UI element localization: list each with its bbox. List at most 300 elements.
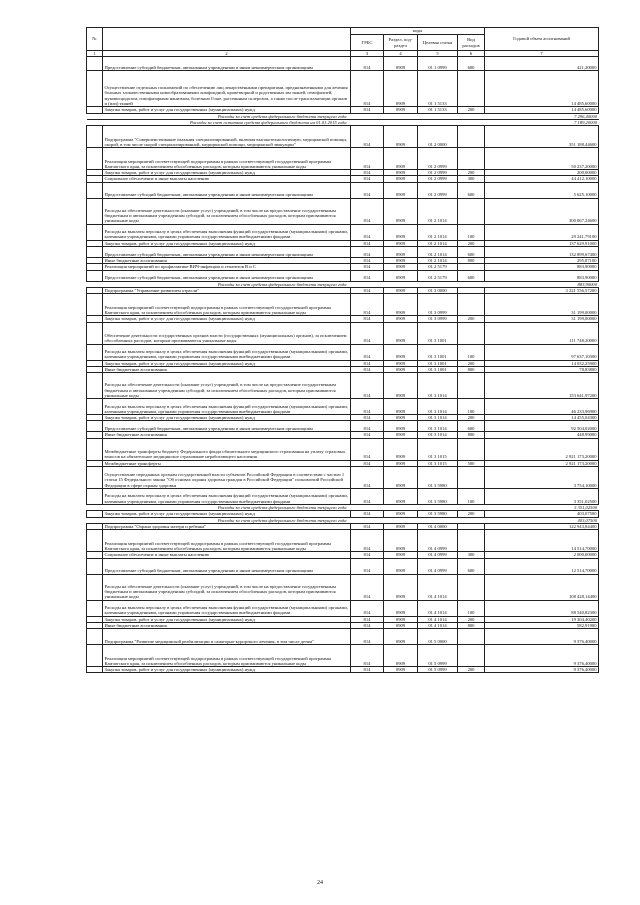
- cell-grbs: 814: [351, 399, 384, 415]
- cell-amount: 421,20000: [485, 57, 599, 71]
- cell-grbs: 814: [351, 170, 384, 176]
- cell-razdel: 0909: [384, 373, 418, 399]
- header-col-number: 3: [351, 51, 384, 57]
- cell-amount: 44 412,10000: [485, 176, 599, 182]
- cell-vr: 200: [458, 170, 485, 176]
- cell-name: Предоставление субсидий бюджетным, автономным учреждениям и иным некоммерческим организациям: [103, 421, 351, 432]
- cell-razdel: 0909: [384, 523, 418, 529]
- cell-csr: 01 2 5179: [418, 270, 458, 281]
- cell-csr: 01 4 1014: [418, 616, 458, 622]
- cell-grbs: 814: [351, 71, 384, 107]
- cell-razdel: 0909: [384, 107, 418, 113]
- table-row: [87, 530, 599, 552]
- cell-grbs: 814: [351, 467, 384, 489]
- cell-amount: 3 351,02500: [485, 505, 599, 511]
- header-col-number: 2: [103, 51, 351, 57]
- cell-grbs: 814: [351, 57, 384, 71]
- cell-amount: 14 514,70000: [485, 530, 599, 552]
- cell-csr: 01 5 0999: [418, 645, 458, 667]
- cell-razdel: 0909: [384, 438, 418, 460]
- table-row: [87, 574, 599, 600]
- cell-vr: 200: [458, 511, 485, 517]
- cell-name: Расходы на обеспечение деятельности (оказание услуг) учреждений, в том числе на предоставление государственным бюджетным и автономным учреждениям субсидий, за исключением обособленных расходов, которым присваиваются уникальные коды: [103, 373, 351, 399]
- cell-vr: 200: [458, 240, 485, 246]
- cell-amount: 883,90000: [485, 264, 599, 270]
- table-row: [87, 438, 599, 460]
- cell-csr: 01 4 1014: [418, 600, 458, 616]
- cell-razdel: 0909: [384, 622, 418, 628]
- header-grbs: ГРБС: [351, 35, 384, 51]
- cell-razdel: 0909: [384, 294, 418, 316]
- cell-name: Реализация мероприятий соответствующей подпрограммы в рамках соответствующей государственной программы Камчатского края, за исключением обособленных расходов, которым присваиваются уникальные коды: [103, 294, 351, 316]
- cell-razdel: 0909: [384, 176, 418, 182]
- cell-grbs: 814: [351, 258, 384, 264]
- table-row: [87, 344, 599, 360]
- table-row: [87, 373, 599, 399]
- cell-razdel: 0909: [384, 552, 418, 558]
- cell-vr: 100: [458, 399, 485, 415]
- cell-csr: 01 2 0999: [418, 182, 458, 198]
- cell-number: [87, 399, 103, 415]
- page-number: 24: [317, 880, 323, 886]
- header-razdel: Раздел, под-раздел: [384, 35, 418, 51]
- cell-razdel: 0909: [384, 645, 418, 667]
- cell-amount: 122 943,84400: [485, 523, 599, 529]
- cell-vr: [458, 373, 485, 399]
- cell-name: Межбюджетные трансферты: [103, 460, 351, 466]
- cell-name: Иные бюджетные ассигнования: [103, 432, 351, 438]
- cell-amount: 2 921 173,20000: [485, 438, 599, 460]
- header-col-number: 4: [384, 51, 418, 57]
- header-amount: Годовой объем ассигнований: [485, 28, 599, 51]
- cell-name: Предоставление субсидий бюджетным, автономным учреждениям и иным некоммерческим организациям: [103, 182, 351, 198]
- cell-amount: 883,90000: [485, 270, 599, 281]
- cell-razdel: 0909: [384, 360, 418, 366]
- cell-razdel: 0909: [384, 574, 418, 600]
- cell-grbs: 814: [351, 415, 384, 421]
- table-row: [87, 247, 599, 258]
- cell-csr: 01 2 0000: [418, 126, 458, 148]
- cell-number: [87, 182, 103, 198]
- cell-razdel: 0909: [384, 224, 418, 240]
- header-col-number: 6: [458, 51, 485, 57]
- cell-amount: 31 199,00000: [485, 294, 599, 316]
- table-row: [87, 198, 599, 224]
- cell-name: Расходы за счет средств федерального бюджета текущего года: [103, 505, 351, 511]
- cell-vr: 300: [458, 552, 485, 558]
- cell-razdel: 0909: [384, 264, 418, 270]
- header-number: №: [87, 28, 103, 51]
- cell-name: Расходы за счет средств федерального бюджета текущего года: [103, 281, 351, 287]
- cell-vr: 800: [458, 432, 485, 438]
- cell-vr: 200: [458, 316, 485, 322]
- cell-csr: 01 3 1015: [418, 460, 458, 466]
- table-row: [87, 558, 599, 574]
- header-codes-group: коды: [351, 28, 485, 35]
- cell-vr: 200: [458, 667, 485, 673]
- cell-razdel: 0909: [384, 344, 418, 360]
- cell-name: Расходы на выплаты персоналу в целях обеспечения выполнения функций государственными (муниципальными) органами, казенными учреждениями, органами управления государственными внебюджетными фондами: [103, 344, 351, 360]
- cell-vr: 100: [458, 600, 485, 616]
- cell-amount: 78,83800: [485, 366, 599, 372]
- cell-number: [87, 57, 103, 71]
- cell-amount: 3 351,02500: [485, 489, 599, 505]
- cell-grbs: 814: [351, 432, 384, 438]
- cell-razdel: 0909: [384, 629, 418, 645]
- cell-razdel: 0909: [384, 511, 418, 517]
- cell-amount: 132 899,67400: [485, 247, 599, 258]
- cell-vr: [458, 294, 485, 316]
- cell-razdel: 0909: [384, 460, 418, 466]
- cell-grbs: 814: [351, 489, 384, 505]
- cell-name: Закупка товаров, работ и услуг для государственных (муниципальных) нужд: [103, 240, 351, 246]
- table-row: [87, 294, 599, 316]
- cell-razdel: 0909: [384, 415, 418, 421]
- cell-razdel: 0909: [384, 530, 418, 552]
- cell-csr: 01 3 1014: [418, 421, 458, 432]
- cell-grbs: 814: [351, 530, 384, 552]
- cell-razdel: 0909: [384, 198, 418, 224]
- cell-name: Расходы на выплаты персоналу в целях обеспечения выполнения функций государственными (муниципальными) органами, казенными учреждениями, органами управления государственными внебюджетными фондами: [103, 399, 351, 415]
- cell-csr: 01 3 1014: [418, 373, 458, 399]
- cell-grbs: 814: [351, 645, 384, 667]
- cell-name: Социальное обеспечение и иные выплаты населению: [103, 176, 351, 182]
- cell-number: [87, 270, 103, 281]
- cell-amount: 200,00000: [485, 170, 599, 176]
- cell-grbs: 814: [351, 148, 384, 170]
- cell-number: [87, 558, 103, 574]
- cell-number: [87, 344, 103, 360]
- cell-vr: [458, 467, 485, 489]
- cell-razdel: 0909: [384, 71, 418, 107]
- cell-grbs: 814: [351, 198, 384, 224]
- cell-csr: 01 3 1001: [418, 360, 458, 366]
- cell-razdel: 0909: [384, 558, 418, 574]
- cell-number: [87, 247, 103, 258]
- cell-name: Закупка товаров, работ и услуг для государственных (муниципальных) нужд: [103, 616, 351, 622]
- cell-grbs: 814: [351, 558, 384, 574]
- cell-number: [87, 148, 103, 170]
- cell-csr: 01 4 0999: [418, 552, 458, 558]
- cell-amount: 50 237,20000: [485, 148, 599, 170]
- cell-grbs: 814: [351, 421, 384, 432]
- table-row: [87, 489, 599, 505]
- cell-razdel: 0909: [384, 258, 418, 264]
- header-name: [103, 28, 351, 51]
- header-csr: Целевая статья: [418, 35, 458, 51]
- cell-name: Расходы за счет средств федерального бюджета текущего года: [103, 517, 351, 523]
- cell-vr: 600: [458, 247, 485, 258]
- cell-number: [87, 600, 103, 616]
- cell-name: Предоставление субсидий бюджетным, автономным учреждениям и иным некоммерческим организациям: [103, 57, 351, 71]
- cell-vr: 100: [458, 344, 485, 360]
- cell-grbs: 814: [351, 360, 384, 366]
- cell-grbs: 814: [351, 322, 384, 344]
- cell-vr: [458, 322, 485, 344]
- cell-amount: 3 221 556,57200: [485, 287, 599, 293]
- cell-razdel: 0909: [384, 170, 418, 176]
- cell-grbs: 814: [351, 287, 384, 293]
- table-row: [87, 270, 599, 281]
- cell-razdel: 0909: [384, 600, 418, 616]
- cell-grbs: 814: [351, 224, 384, 240]
- cell-name: Расходы на обеспечение деятельности (оказание услуг) учреждений, в том числе на предоставление государственным бюджетным и автономным учреждениям субсидий, за исключением обособленных расходов, которым присваиваются уникальные коды: [103, 574, 351, 600]
- budget-table-body: [87, 57, 599, 673]
- cell-amount: 111 748,20000: [485, 322, 599, 344]
- cell-name: Предоставление субсидий бюджетным, автономным учреждениям и иным некоммерческим организациям: [103, 270, 351, 281]
- cell-amount: 2 921 173,20000: [485, 460, 599, 466]
- cell-name: Закупка товаров, работ и услуг для государственных (муниципальных) нужд: [103, 360, 351, 366]
- cell-amount: 14 485,60000: [485, 71, 599, 107]
- cell-number: [87, 322, 103, 344]
- cell-name: Расходы за счет остатков средств федерального бюджета на 01.01.2015 года: [103, 119, 351, 125]
- cell-csr: 01 1 5133: [418, 107, 458, 113]
- cell-grbs: 814: [351, 373, 384, 399]
- cell-name: Подпрограмма "Управление развитием отрасли": [103, 287, 351, 293]
- cell-razdel: 0909: [384, 126, 418, 148]
- cell-vr: 200: [458, 616, 485, 622]
- cell-vr: [458, 71, 485, 107]
- cell-amount: 883,90000: [485, 281, 599, 287]
- cell-vr: [458, 530, 485, 552]
- cell-amount: 9 376,40000: [485, 667, 599, 673]
- cell-amount: 582,91900: [485, 622, 599, 628]
- cell-number: [87, 294, 103, 316]
- cell-csr: 01 4 0000: [418, 523, 458, 529]
- cell-csr: 01 3 1015: [418, 438, 458, 460]
- cell-grbs: 814: [351, 182, 384, 198]
- cell-csr: 01 3 0000: [418, 287, 458, 293]
- cell-vr: 500: [458, 460, 485, 466]
- cell-vr: 200: [458, 360, 485, 366]
- cell-number: [87, 467, 103, 489]
- cell-name: Иные бюджетные ассигнования: [103, 366, 351, 372]
- cell-name: Реализация мероприятий соответствующей подпрограммы в рамках соответствующей государственной программы Камчатского края, за исключением обособленных расходов, которым присваиваются уникальные коды: [103, 645, 351, 667]
- cell-name: Расходы на выплаты персоналу в целях обеспечения выполнения функций государственными (муниципальными) органами, казенными учреждениями, органами управления государственными внебюджетными фондами: [103, 224, 351, 240]
- cell-amount: 3 754,10000: [485, 467, 599, 489]
- cell-vr: 800: [458, 366, 485, 372]
- cell-grbs: 814: [351, 552, 384, 558]
- cell-amount: 92 504,02000: [485, 421, 599, 432]
- cell-number: [87, 126, 103, 148]
- budget-table-sheet: [86, 27, 598, 673]
- cell-name: Подпрограмма "Совершенствование оказания специализированной, включая высокотехнологичную, медицинской помощи, скорой, в том числе скорой специализированной, медицинской помощи, медицинской эвакуации": [103, 126, 351, 148]
- cell-amount: 97 637,10300: [485, 344, 599, 360]
- table-row: [87, 629, 599, 645]
- cell-amount: 448,99000: [485, 432, 599, 438]
- cell-vr: 200: [458, 415, 485, 421]
- cell-grbs: 814: [351, 344, 384, 360]
- cell-vr: [458, 438, 485, 460]
- cell-number: [87, 489, 103, 505]
- cell-name: Осуществление переданных органам государственной власти субъектов Российской Федерации в соответствии с частью 1 статьи 15 Федерального закона "Об основах охраны здоровья граждан в Российской Федерации" полномочий Российской Федерации в сфере охраны здоровья: [103, 467, 351, 489]
- table-row: [87, 645, 599, 667]
- cell-name: Обеспечение деятельности государственных органов власти (государственных (муниципальных) органов), за исключением обособленных расходов, которым присваиваются уникальные коды: [103, 322, 351, 344]
- cell-grbs: 814: [351, 600, 384, 616]
- cell-razdel: 0909: [384, 322, 418, 344]
- cell-number: [87, 198, 103, 224]
- cell-csr: 01 2 0999: [418, 170, 458, 176]
- cell-razdel: 0909: [384, 366, 418, 372]
- header-vr: Вид расходов: [458, 35, 485, 51]
- cell-amount: 88 540,82300: [485, 600, 599, 616]
- cell-vr: 100: [458, 489, 485, 505]
- cell-amount: 7 296,40000: [485, 113, 599, 119]
- cell-csr: 01 4 0999: [418, 558, 458, 574]
- cell-amount: 108 428,14400: [485, 574, 599, 600]
- cell-razdel: 0909: [384, 57, 418, 71]
- cell-csr: 01 3 1014: [418, 399, 458, 415]
- cell-number: [87, 645, 103, 667]
- table-row: [87, 421, 599, 432]
- cell-vr: 100: [458, 224, 485, 240]
- cell-amount: 5 625,10000: [485, 182, 599, 198]
- cell-name: Расходы за счет средств федерального бюджета текущего года: [103, 113, 351, 119]
- header-col-number: 1: [87, 51, 103, 57]
- cell-name: Закупка товаров, работ и услуг для государственных (муниципальных) нужд: [103, 107, 351, 113]
- cell-razdel: 0909: [384, 616, 418, 622]
- cell-amount: 12 514,70000: [485, 558, 599, 574]
- cell-number: [87, 71, 103, 107]
- cell-name: Предоставление субсидий бюджетным, автономным учреждениям и иным некоммерческим организациям: [103, 558, 351, 574]
- cell-razdel: 0909: [384, 667, 418, 673]
- table-row: [87, 148, 599, 170]
- cell-vr: 300: [458, 176, 485, 182]
- cell-vr: 600: [458, 57, 485, 71]
- cell-amount: 403,07500: [485, 517, 599, 523]
- cell-number: [87, 421, 103, 432]
- cell-csr: 01 3 1014: [418, 415, 458, 421]
- cell-name: Предоставление субсидий бюджетным, автономным учреждениям и иным некоммерческим организациям: [103, 247, 351, 258]
- cell-vr: 600: [458, 270, 485, 281]
- cell-vr: [458, 126, 485, 148]
- cell-csr: 01 5 0999: [418, 667, 458, 673]
- cell-grbs: 814: [351, 247, 384, 258]
- cell-csr: 01 2 1014: [418, 198, 458, 224]
- cell-name: Реализация мероприятий соответствующей подпрограммы в рамках соответствующей государственной программы Камчатского края, за исключением обособленных расходов, которым присваиваются уникальные коды: [103, 148, 351, 170]
- cell-csr: 01 2 0999: [418, 148, 458, 170]
- cell-csr: 01 4 1014: [418, 574, 458, 600]
- table-row: [87, 224, 599, 240]
- table-row: [87, 126, 599, 148]
- cell-grbs: 814: [351, 270, 384, 281]
- cell-vr: 600: [458, 558, 485, 574]
- cell-csr: 01 3 0999: [418, 294, 458, 316]
- cell-amount: 295,87100: [485, 258, 599, 264]
- cell-csr: 01 1 5133: [418, 71, 458, 107]
- cell-csr: 01 3 5980: [418, 489, 458, 505]
- cell-grbs: 814: [351, 616, 384, 622]
- cell-grbs: 814: [351, 667, 384, 673]
- cell-csr: 01 3 1001: [418, 322, 458, 344]
- cell-vr: 600: [458, 182, 485, 198]
- cell-razdel: 0909: [384, 270, 418, 281]
- cell-name: Подпрограмма "Охрана здоровья матери и ребенка": [103, 523, 351, 529]
- cell-csr: 01 1 0999: [418, 57, 458, 71]
- cell-csr: 01 3 5980: [418, 467, 458, 489]
- cell-amount: 2 000,00000: [485, 552, 599, 558]
- cell-csr: 01 2 0999: [418, 176, 458, 182]
- cell-csr: 01 4 0999: [418, 530, 458, 552]
- cell-amount: 19 304,40200: [485, 616, 599, 622]
- cell-csr: 01 2 1014: [418, 247, 458, 258]
- cell-name: Подпрограмма "Развитие медицинской реабилитации и санаторно-курортного лечения, в том числе детям": [103, 629, 351, 645]
- cell-razdel: 0909: [384, 240, 418, 246]
- cell-name: Закупка товаров, работ и услуг для государственных (муниципальных) нужд: [103, 511, 351, 517]
- cell-csr: 01 3 1001: [418, 366, 458, 372]
- cell-number: [87, 574, 103, 600]
- cell-amount: 153 641,97200: [485, 373, 599, 399]
- cell-razdel: 0909: [384, 399, 418, 415]
- cell-amount: 137 629,91000: [485, 240, 599, 246]
- cell-amount: 31 199,00000: [485, 316, 599, 322]
- cell-csr: 01 3 1001: [418, 344, 458, 360]
- cell-grbs: 814: [351, 294, 384, 316]
- table-row: [87, 600, 599, 616]
- cell-amount: 9 376,40000: [485, 629, 599, 645]
- cell-number: [87, 438, 103, 460]
- cell-razdel: 0909: [384, 287, 418, 293]
- cell-amount: 14 032,25900: [485, 360, 599, 366]
- cell-razdel: 0909: [384, 182, 418, 198]
- header-col-number: 5: [418, 51, 458, 57]
- cell-name: Социальное обеспечение и иные выплаты населению: [103, 552, 351, 558]
- cell-amount: 29 241,79100: [485, 224, 599, 240]
- cell-amount: 351 188,44600: [485, 126, 599, 148]
- cell-csr: 01 2 5179: [418, 264, 458, 270]
- cell-amount: 46 233,96900: [485, 399, 599, 415]
- cell-name: Расходы на выплаты персоналу в целях обеспечения выполнения функций государственными (муниципальными) органами, казенными учреждениями, органами управления государственными внебюджетными фондами: [103, 489, 351, 505]
- cell-vr: 600: [458, 421, 485, 432]
- table-row: [87, 71, 599, 107]
- cell-vr: 200: [458, 107, 485, 113]
- cell-grbs: 814: [351, 316, 384, 322]
- cell-grbs: 814: [351, 107, 384, 113]
- cell-number: [87, 667, 103, 673]
- cell-grbs: 814: [351, 176, 384, 182]
- table-row: [87, 467, 599, 489]
- cell-razdel: 0909: [384, 421, 418, 432]
- cell-grbs: 814: [351, 622, 384, 628]
- table-row: [87, 399, 599, 415]
- cell-razdel: 0909: [384, 467, 418, 489]
- cell-razdel: 0909: [384, 148, 418, 170]
- table-row: [87, 182, 599, 198]
- cell-grbs: 814: [351, 240, 384, 246]
- cell-razdel: 0909: [384, 432, 418, 438]
- cell-csr: 01 4 1014: [418, 622, 458, 628]
- cell-amount: 403,07500: [485, 511, 599, 517]
- cell-amount: 14 455,04300: [485, 415, 599, 421]
- cell-name: Закупка товаров, работ и услуг для государственных (муниципальных) нужд: [103, 667, 351, 673]
- header-col-number: 7: [485, 51, 599, 57]
- cell-number: [87, 373, 103, 399]
- cell-grbs: 814: [351, 523, 384, 529]
- cell-grbs: 814: [351, 460, 384, 466]
- cell-razdel: 0909: [384, 316, 418, 322]
- cell-grbs: 814: [351, 126, 384, 148]
- cell-name: Закупка товаров, работ и услуг для государственных (муниципальных) нужд: [103, 415, 351, 421]
- cell-name: Закупка товаров, работ и услуг для государственных (муниципальных) нужд: [103, 316, 351, 322]
- cell-vr: [458, 574, 485, 600]
- cell-number: [87, 629, 103, 645]
- cell-amount: 7 189,20000: [485, 119, 599, 125]
- cell-csr: 01 3 1014: [418, 432, 458, 438]
- table-row: [87, 667, 599, 673]
- cell-amount: 300 067,24600: [485, 198, 599, 224]
- cell-csr: 01 3 5980: [418, 511, 458, 517]
- cell-vr: 800: [458, 258, 485, 264]
